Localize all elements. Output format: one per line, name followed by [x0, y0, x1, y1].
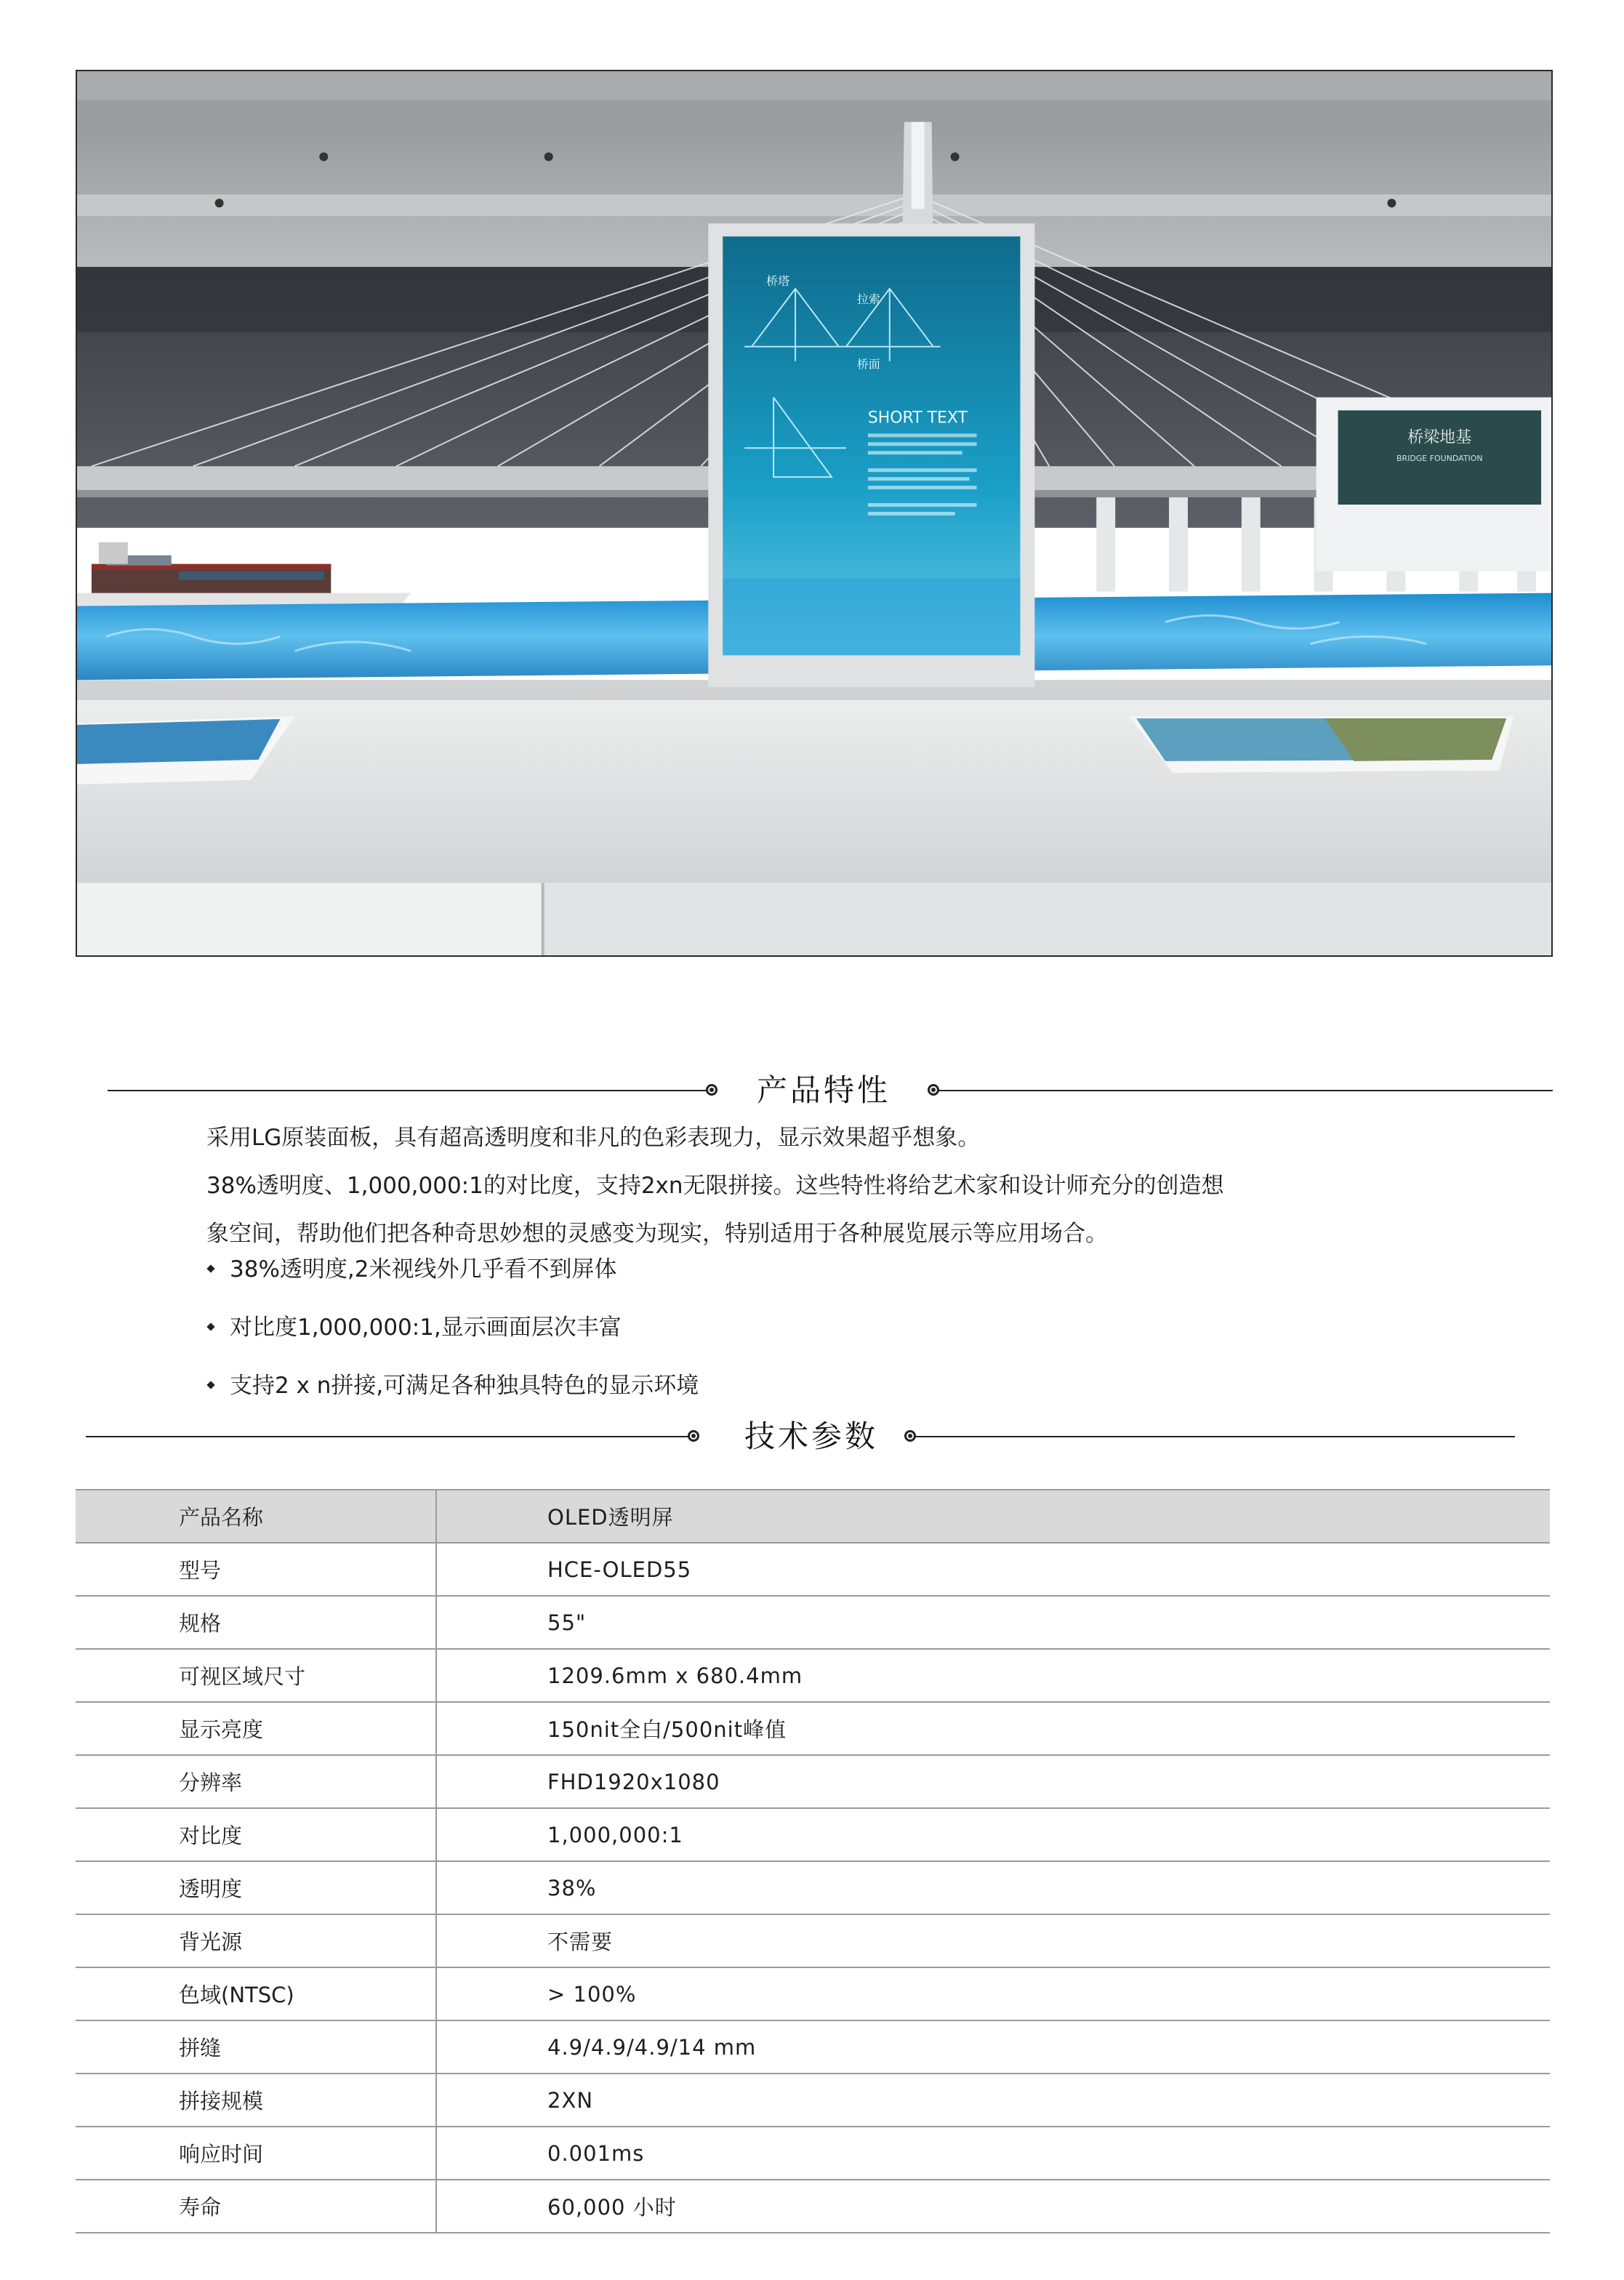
specs-section-header [86, 1415, 1515, 1458]
header-rule-left [108, 1090, 708, 1091]
sign-board-subtitle: BRIDGE FOUNDATION [1396, 454, 1483, 464]
table-row [76, 1755, 1550, 1808]
table-row [76, 2074, 1550, 2127]
spec-value: 60,000 小时 [436, 2180, 1550, 2233]
table-row [76, 1702, 1550, 1755]
features-section-header [108, 1069, 1553, 1112]
feature-bullet-text: 支持2 x n拼接,可满足各种独具特色的显示环境 [230, 1373, 699, 1399]
spec-value: 1,000,000:1 [436, 1808, 1550, 1861]
spec-label: 响应时间 [76, 2127, 436, 2180]
transparent-oled-display [708, 223, 1034, 687]
spec-label: 规格 [76, 1596, 436, 1649]
table-row [76, 2127, 1550, 2180]
feature-bullet-list [205, 1251, 1368, 1425]
bullet-diamond-icon [206, 1322, 214, 1330]
spec-label: 寿命 [76, 2180, 436, 2233]
spec-label: 拼接规模 [76, 2074, 436, 2127]
table-row [76, 2180, 1550, 2233]
table-row [76, 1914, 1550, 1967]
bullet-diamond-icon [206, 1264, 214, 1272]
table-row [76, 2020, 1550, 2074]
features-intro-line-1: 采用LG原装面板，具有超高透明度和非凡的色彩表现力，显示效果超乎想象。 [206, 1125, 981, 1151]
features-intro-line-3: 象空间，帮助他们把各种奇思妙想的灵感变为现实，特别适用于各种展览展示等应用场合。 [206, 1221, 1108, 1247]
header-ornament-left [688, 1430, 699, 1442]
hero-render-image [76, 70, 1553, 957]
table-row [76, 1490, 1550, 1543]
exhibition-scene-illustration [77, 71, 1551, 955]
sign-board-title: 桥梁地基 [1407, 428, 1472, 447]
spec-label: 分辨率 [76, 1755, 436, 1808]
spec-value: 0.001ms [436, 2127, 1550, 2180]
table-row [76, 1649, 1550, 1702]
spec-label: 色域(NTSC) [76, 1967, 436, 2020]
features-intro-line-2: 38%透明度、1,000,000:1的对比度，支持2xn无限拼接。这些特性将给艺术家和设计师充分的创造想 [206, 1173, 1224, 1199]
spec-label: 显示亮度 [76, 1702, 436, 1755]
spec-value: HCE-OLED55 [436, 1543, 1550, 1596]
feature-bullet-text: 对比度1,000,000:1,显示画面层次丰富 [230, 1314, 622, 1341]
spec-value: 55" [436, 1596, 1550, 1649]
spec-value: 38% [436, 1861, 1550, 1914]
spec-value: 4.9/4.9/4.9/14 mm [436, 2020, 1550, 2074]
spec-label: 背光源 [76, 1914, 436, 1967]
spec-value: 1209.6mm x 680.4mm [436, 1649, 1550, 1702]
spec-value: 150nit全白/500nit峰值 [436, 1702, 1550, 1755]
container-ship-model [77, 542, 411, 611]
table-row [76, 1543, 1550, 1596]
spec-label: 产品名称 [76, 1490, 436, 1543]
spec-value: 2XN [436, 2074, 1550, 2127]
spec-label: 对比度 [76, 1808, 436, 1861]
features-heading: 产品特性 [757, 1072, 891, 1108]
table-row [76, 1596, 1550, 1649]
panel-label-cable: 拉索 [856, 292, 880, 306]
table-row [76, 1808, 1550, 1861]
spec-label: 型号 [76, 1543, 436, 1596]
bullet-diamond-icon [206, 1381, 214, 1389]
feature-bullet [205, 1309, 1368, 1367]
spec-label: 可视区域尺寸 [76, 1649, 436, 1702]
table-row [76, 1967, 1550, 2020]
panel-title: SHORT TEXT [867, 409, 968, 428]
spec-value: > 100% [436, 1967, 1550, 2020]
table-row [76, 1861, 1550, 1914]
feature-bullet [205, 1251, 1368, 1309]
feature-bullet-text: 38%透明度,2米视线外几乎看不到屏体 [230, 1256, 617, 1282]
header-rule-left [86, 1436, 691, 1437]
spec-label: 拼缝 [76, 2020, 436, 2074]
spec-label: 透明度 [76, 1861, 436, 1914]
spec-value: FHD1920x1080 [436, 1755, 1550, 1808]
panel-label-deck: 桥面 [856, 357, 880, 372]
specs-heading: 技术参数 [744, 1418, 879, 1454]
header-rule-right [938, 1090, 1553, 1091]
panel-label-tower: 桥塔 [766, 274, 790, 289]
spec-table [76, 1489, 1550, 2233]
spec-value: 不需要 [436, 1914, 1550, 1967]
header-ornament-left [706, 1084, 717, 1096]
spec-value: OLED透明屏 [436, 1490, 1550, 1543]
header-rule-right [914, 1436, 1515, 1437]
